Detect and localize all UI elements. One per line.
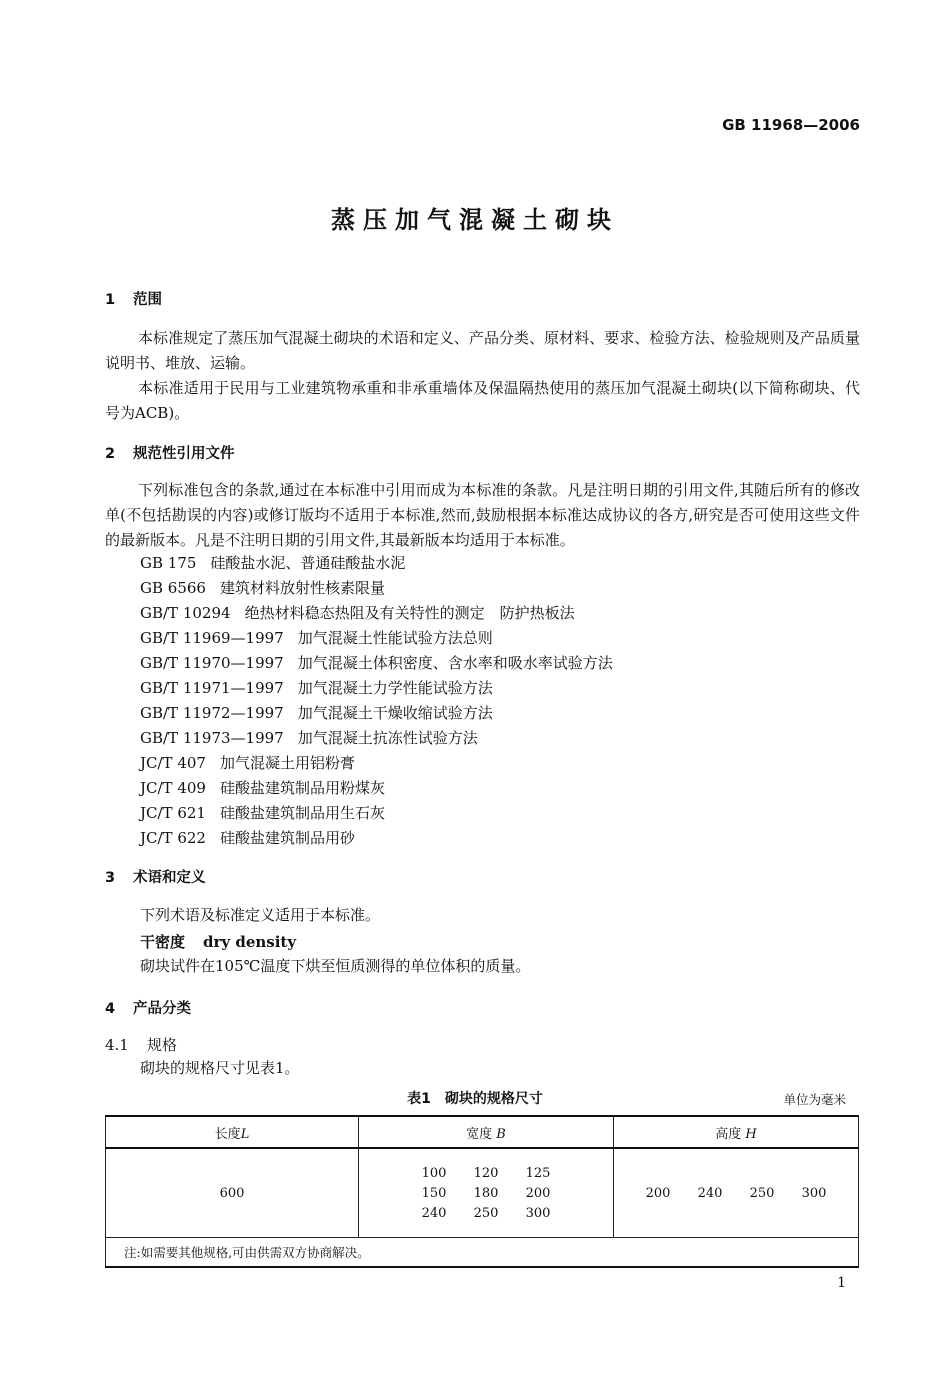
subsection-4-1-text: 砌块的规格尺寸见表1。 [140, 1059, 300, 1077]
width-value: 180 [473, 1185, 499, 1201]
reference-title: 加气混凝土抗冻性试验方法 [297, 729, 478, 747]
section-title: 术语和定义 [133, 870, 206, 886]
term-definition: 砌块试件在105℃温度下烘至恒质测得的单位体积的质量。 [140, 957, 531, 975]
reference-item [140, 676, 493, 701]
reference-code: GB 6566 [140, 579, 206, 597]
reference-title: 硅酸盐建筑制品用粉煤灰 [219, 779, 385, 797]
section-1-paragraph-2: 本标准适用于民用与工业建筑物承重和非承重墙体及保温隔热使用的蒸压加气混凝土砌块(以下简称砌块、代号为ACB)。 [105, 379, 860, 422]
reference-item [140, 576, 385, 601]
reference-code: JC/T 622 [140, 829, 206, 847]
reference-item [140, 626, 493, 651]
height-value: 300 [801, 1185, 827, 1201]
section-2-paragraph: 下列标准包含的条款,通过在本标准中引用而成为本标准的条款。凡是注明日期的引用文件,其随后所有的修改单(不包括勘误的内容)或修订版均不适用于本标准,然而,鼓励根据本标准达成协议的各方,研究是否可使用这些文件的最新版本。凡是不注明日期的引用文件,其最新版本均适用于本标准。 [105, 481, 860, 549]
reference-title: 硅酸盐建筑制品用砂 [219, 829, 355, 847]
col-header-height: 高度 H [614, 1116, 859, 1148]
reference-code: GB 175 [140, 554, 197, 572]
height-cell [614, 1148, 859, 1238]
reference-item [140, 551, 405, 576]
section-number: 3 [105, 870, 116, 886]
page-title: 蒸压加气混凝土砌块 [331, 206, 619, 234]
reference-item [140, 651, 613, 676]
spec-table [105, 1115, 859, 1268]
reference-title: 绝热材料稳态热阻及有关特性的测定 防护热板法 [244, 604, 575, 622]
reference-code: GB/T 10294 [140, 604, 231, 622]
reference-code: GB/T 11970—1997 [140, 654, 284, 672]
section-number: 1 [105, 292, 116, 308]
reference-code: JC/T 409 [140, 779, 206, 797]
reference-title: 加气混凝土力学性能试验方法 [297, 679, 493, 697]
width-value: 100 [421, 1165, 447, 1181]
section-4-heading [105, 997, 191, 1018]
subsection-number: 4.1 [105, 1036, 129, 1054]
section-number: 4 [105, 1001, 116, 1017]
reference-title: 建筑材料放射性核素限量 [219, 579, 385, 597]
reference-title: 加气混凝土干燥收缩试验方法 [297, 704, 493, 722]
reference-item [140, 801, 385, 826]
reference-code: JC/T 407 [140, 754, 206, 772]
section-number: 2 [105, 446, 116, 462]
table-title: 表1 砌块的规格尺寸 [407, 1091, 543, 1107]
table-unit: 单位为毫米 [783, 1092, 846, 1107]
width-value: 120 [473, 1165, 499, 1181]
reference-code: GB/T 11971—1997 [140, 679, 284, 697]
reference-item [140, 776, 385, 801]
reference-item [140, 701, 493, 726]
width-cell [359, 1148, 614, 1238]
section-title: 产品分类 [133, 1001, 191, 1017]
reference-code: GB/T 11969—1997 [140, 629, 284, 647]
section-1-heading [105, 288, 162, 309]
section-1-paragraph-1: 本标准规定了蒸压加气混凝土砌块的术语和定义、产品分类、原材料、要求、检验方法、检验规则及产品质量说明书、堆放、运输。 [105, 329, 860, 372]
width-value: 240 [421, 1205, 447, 1221]
reference-title: 加气混凝土体积密度、含水率和吸水率试验方法 [297, 654, 613, 672]
col-header-width: 宽度 B [359, 1116, 614, 1148]
subsection-title: 规格 [147, 1036, 178, 1054]
section-3-heading [105, 866, 206, 887]
reference-code: GB/T 11972—1997 [140, 704, 284, 722]
reference-item [140, 601, 575, 626]
reference-item [140, 726, 478, 751]
width-value: 200 [525, 1185, 551, 1201]
term-english: dry density [203, 933, 297, 951]
width-value: 300 [525, 1205, 551, 1221]
col-header-length: 长度L [106, 1116, 359, 1148]
section-title: 范围 [133, 292, 162, 308]
reference-code: JC/T 621 [140, 804, 206, 822]
reference-title: 加气混凝土用铝粉膏 [219, 754, 355, 772]
height-value: 200 [645, 1185, 671, 1201]
section-2-heading [105, 442, 235, 463]
reference-item [140, 751, 355, 776]
width-value: 125 [525, 1165, 551, 1181]
term-entry [140, 931, 296, 952]
length-cell: 600 [106, 1148, 359, 1238]
term-chinese: 干密度 [140, 933, 186, 951]
terms-intro: 下列术语及标准定义适用于本标准。 [140, 906, 381, 924]
height-value: 250 [749, 1185, 775, 1201]
standard-code: GB 11968—2006 [722, 116, 860, 134]
reference-item [140, 826, 355, 851]
subsection-4-1-heading [105, 1034, 177, 1055]
height-value: 240 [697, 1185, 723, 1201]
reference-code: GB/T 11973—1997 [140, 729, 284, 747]
section-title: 规范性引用文件 [133, 446, 235, 462]
width-value: 150 [421, 1185, 447, 1201]
reference-title: 加气混凝土性能试验方法总则 [297, 629, 493, 647]
reference-title: 硅酸盐水泥、普通硅酸盐水泥 [210, 554, 406, 572]
table-note: 注:如需要其他规格,可由供需双方协商解决。 [106, 1238, 859, 1268]
width-value: 250 [473, 1205, 499, 1221]
reference-title: 硅酸盐建筑制品用生石灰 [219, 804, 385, 822]
page-number: 1 [837, 1275, 846, 1291]
